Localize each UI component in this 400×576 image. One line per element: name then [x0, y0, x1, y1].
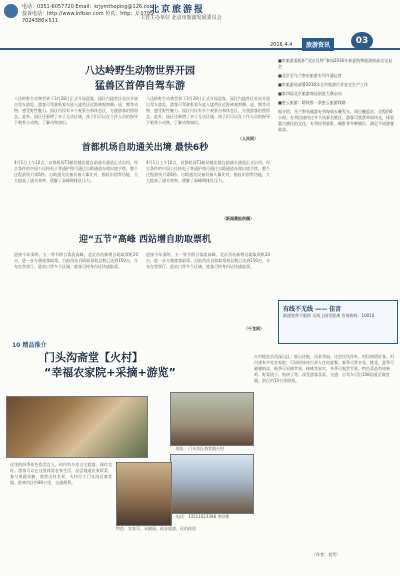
story-2-body: 4月1日上午10点，首都机场T3航站楼出境自助通关通道正式启用。符合条件的中国公民持电子普通护照可通过自助通道办理出境手续，整个过程最快只需6秒。自助通关设备具备人像比对、指纹识别等功能，大大提高了通关效率，缓解了高峰期排队压力。: [14, 160, 138, 183]
feature-right-body: 火村地处京西深山区，群山环抱，风景秀丽。这里民风淳朴，村民热情好客。村内建有多处农家院，可同时接待百余人住宿就餐。春季可赏杏花、桃花，夏季可避暑纳凉，秋季可采摘苹果、核桃等果实，冬季可观赏雪景。特色菜品有炖柴鸡、野菜团子、贴饼子等，深受游客喜爱。交通：自驾车可沿108国道至斋堂镇，前行约10公里即到。: [254, 354, 394, 383]
feature-photo-main: [6, 396, 148, 458]
feature-section-label: 10 精品推介: [12, 342, 47, 349]
masthead-title: 北京旅游报: [150, 5, 206, 15]
feature-caption-1: 地址：门头沟区斋堂镇火村: [176, 446, 224, 451]
advert-title: 有线不无线 —— 佳音: [283, 306, 342, 313]
feature-body-left: 这里的四季景色优美宜人，村内有多处古宅院落，保存完好。游客可以在这里体验农家生活，品尝地道农家饭菜，参与果蔬采摘，欣赏山村美景。火村位于门头沟区斋堂镇，距离市区约80公里，交通便利。: [10, 462, 112, 485]
news-item-2: ■北京至乌兰察布旅游专列开通运营: [278, 73, 342, 78]
feature-title: 门头沟斋堂【火村】 “幸福农家院+采摘+游览”: [44, 351, 176, 379]
feature-caption-2: 电话：13511023398 李经理: [176, 514, 230, 519]
feature-author: （作者：刘雪）: [312, 552, 340, 557]
story-3-body-col2: 迎接今年清明、五一等节假日客流高峰，北京西站新增自助取票机20台，进一步方便旅客取票。目前西站自助取票机总数已达到150台，分布在售票厅、进站口等多个区域，旅客可持身份证快速取票。: [146, 252, 270, 269]
header-contact-info: 电话：0351-6057720 Email：krjymtheping@126.com 投诉电话：http://www.lnfbxn.com 传真：http：// 0795-7024386×511: [22, 4, 155, 24]
story-2-byline: （新闻晨报供稿）: [222, 216, 254, 221]
feature-caption-3: 特色：农家乐、采摘园、徒步旅游、民俗体验: [116, 526, 196, 531]
story-1-body: 八达岭野生动物世界于3月28日正式开园迎客，园区内猛兽区首次开放自驾车游览，游客可驾驶私家车进入猛兽区近距离观察狮、虎、熊等动物，感受野性魅力。园区内设有多个观景台和休息区，方便游客拍照留念。此外，园区还新增了亲子互动区域，孩子们可以在工作人员的指导下喂养小动物，了解动物知识。: [14, 96, 138, 125]
story-3-body: 迎接今年清明、五一等节假日客流高峰，北京西站新增自助取票机20台，进一步方便旅客取票。目前西站自助取票机总数已达到150台，分布在售票厅、进站口等多个区域，旅客可持身份证快速取票。: [14, 252, 138, 269]
news-item-5: ■密云旅游：精致推一条密云旅游线路: [278, 100, 346, 105]
feature-photo-3: [170, 454, 254, 514]
story-1-body-col2: 八达岭野生动物世界于3月28日正式开园迎客，园区内猛兽区首次开放自驾车游览，游客可驾驶私家车进入猛兽区近距离观察狮、虎、熊等动物，感受野性魅力。园区内设有多个观景台和休息区，方便游客拍照留念。此外，园区还新增了亲子互动区域，孩子们可以在工作人员的指导下喂养小动物，了解动物知识。: [146, 96, 270, 125]
story-1-headline: 八达岭野生动物世界开园 猛兽区首停自驾车游: [85, 66, 195, 92]
feature-photo-2: [170, 392, 254, 446]
page-number-badge: 03: [351, 32, 373, 50]
right-news-column: [278, 58, 396, 202]
section-label: 旅游资讯: [302, 38, 334, 51]
news-item-3: ■市旅游局部署2016年全市旅游行业安全生产工作: [278, 82, 368, 87]
story-1-byline: （人民网）: [238, 136, 258, 141]
advert-subtitle: 联通宽带不限时 无线上网零距离 咨询热线：10010: [283, 313, 375, 318]
news-item-4: ■第四届北京旅游商品创意大赛启动: [278, 91, 342, 96]
page-header: [0, 0, 400, 50]
story-2-body-col2: 4月1日上午10点，首都机场T3航站楼出境自助通关通道正式启用。符合条件的中国公民持电子普通护照可通过自助通道办理出境手续，整个过程最快只需6秒。自助通关设备具备人像比对、指纹识别等功能，大大提高了通关效率，缓解了高峰期排队压力。: [146, 160, 270, 183]
right-column-body: 据介绍，乌兰察布旅游专列每周五晚发车，周日晚返京，全程约6小时。专列沿途经过多个风景名胜区，游客可欣赏草原风光，体验蒙古族民俗文化。专列设有软卧、硬卧等多种铺位，满足不同游客需求。: [278, 109, 394, 132]
brand-logo-icon: [4, 4, 18, 18]
issue-date: 2016.4.4: [270, 42, 293, 48]
masthead-slogan: 主管主办单位 北京市旅游发展委员会: [140, 15, 222, 21]
news-item-1: ■市旅游委组织“北京礼物”参加2016年春夏购物旅游展高交交易会: [278, 58, 393, 69]
feature-photo-4: [116, 462, 172, 526]
story-2-headline: 首都机场自助通关出境 最快6秒: [81, 143, 209, 153]
story-3-headline: 迎“五节”高峰 西站增自助取票机: [79, 235, 211, 245]
story-3-byline: （千龙网）: [244, 326, 264, 331]
advert-box: [278, 300, 398, 344]
